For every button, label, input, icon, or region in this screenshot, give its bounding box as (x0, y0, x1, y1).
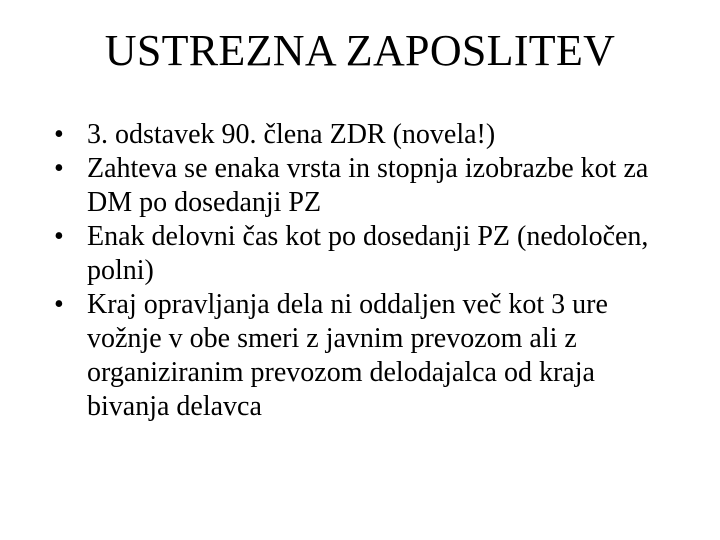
bullet-item (54, 288, 684, 424)
bullet-item (54, 220, 684, 288)
bullet-text: Enak delovni čas kot po dosedanji PZ (nedoločen, polni) (87, 221, 649, 286)
bullet-item (54, 118, 684, 152)
bullet-dot-icon: • (54, 221, 64, 252)
bullet-list (54, 118, 684, 424)
bullet-text: Zahteva se enaka vrsta in stopnja izobrazbe kot za DM po dosedanji PZ (87, 153, 649, 218)
bullet-dot-icon: • (54, 119, 64, 150)
bullet-text: 3. odstavek 90. člena ZDR (novela!) (87, 119, 496, 150)
slide-title: USTREZNA ZAPOSLITEV (104, 26, 616, 75)
bullet-text: Kraj opravljanja dela ni oddaljen več kot 3 ure vožnje v obe smeri z javnim prevozom ali z organiziranim prevozom delodajalca od kraja bivanja delavca (87, 289, 608, 422)
bullet-dot-icon: • (54, 289, 64, 320)
bullet-dot-icon: • (54, 153, 64, 184)
bullet-item (54, 152, 684, 220)
